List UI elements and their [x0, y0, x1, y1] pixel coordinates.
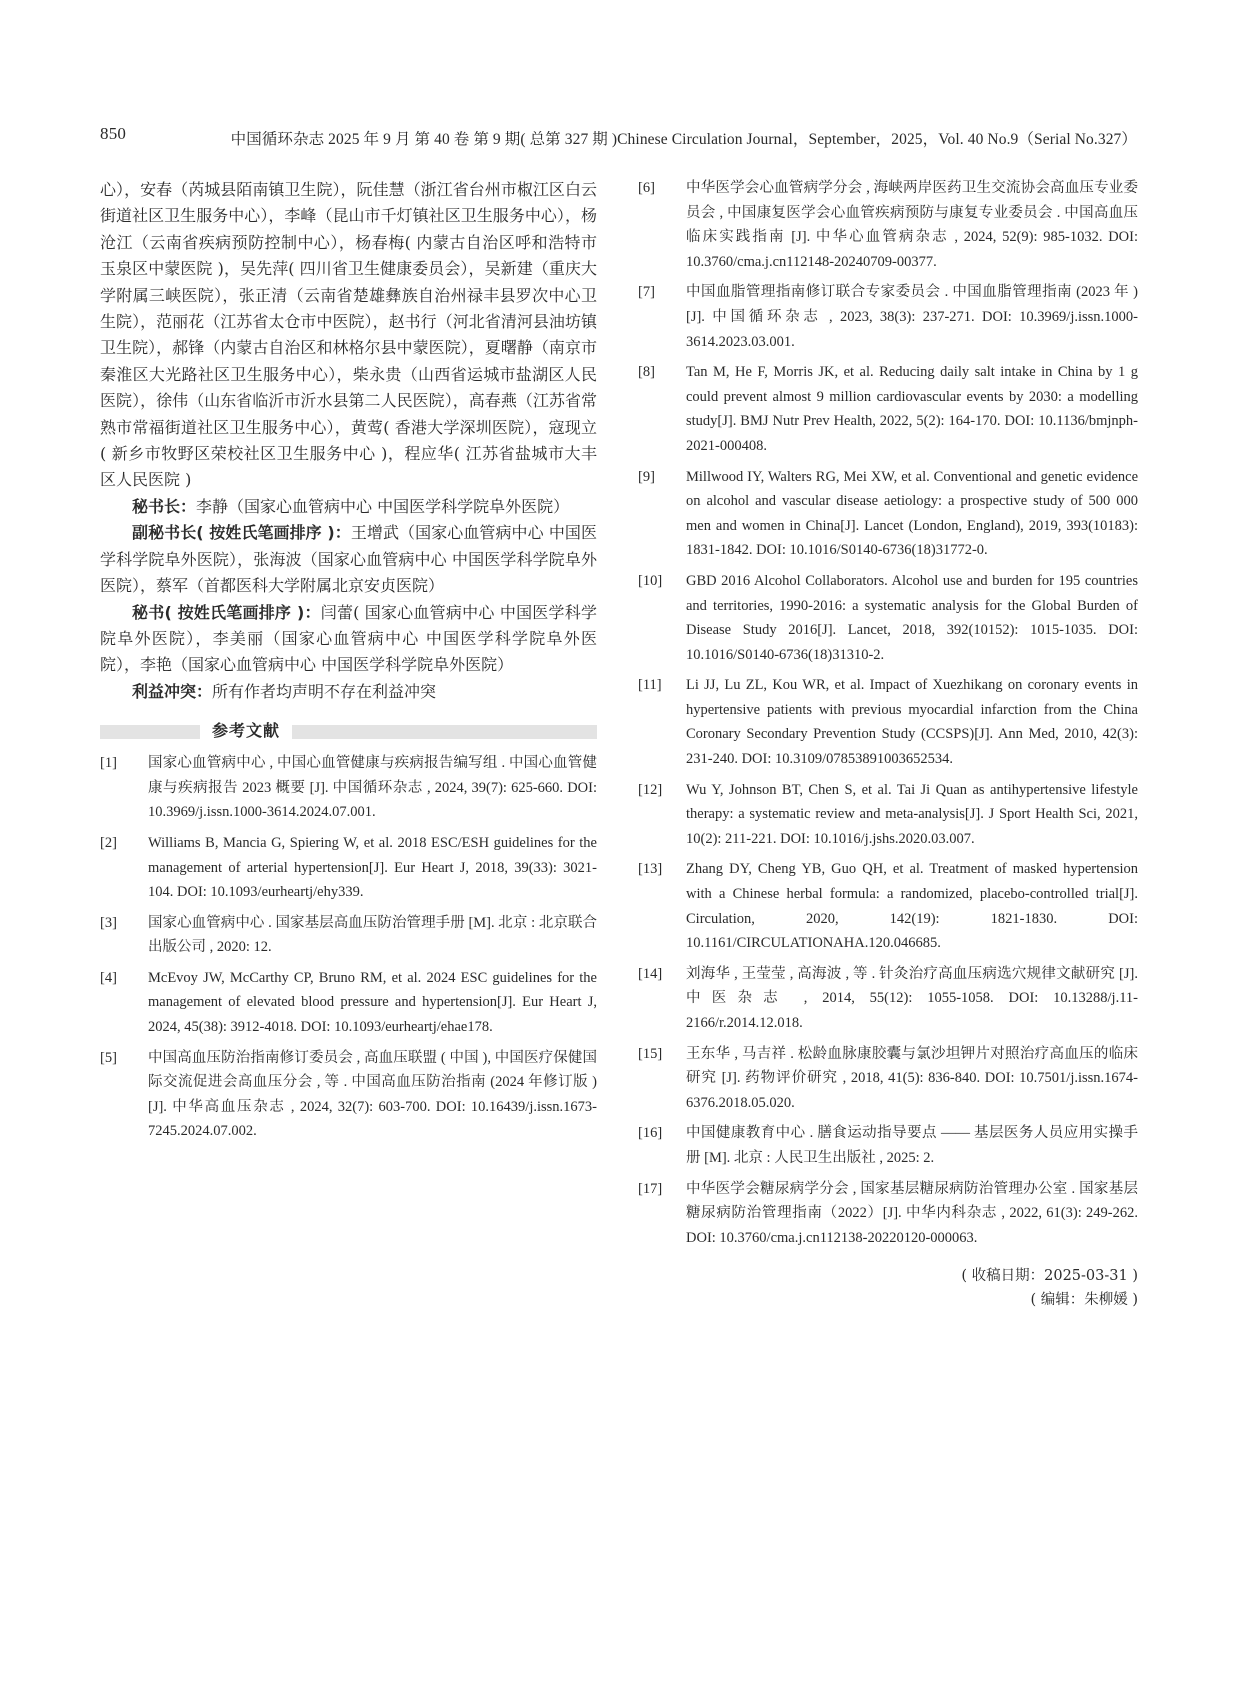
secretaries-text: 闫蕾( 国家心血管病中心 中国医学科学院阜外医院），李美丽（国家心血管病中心 中国医学科学院阜外医院），李艳（国家心血管病中心 中国医学科学院阜外医院） [100, 602, 597, 675]
reference-item [638, 360, 1138, 458]
article-footer [638, 1264, 1138, 1312]
references-list-left [100, 751, 597, 1144]
reference-item [638, 1177, 1138, 1251]
reference-text: Williams B, Mancia G, Spiering W, et al. 2018 ESC/ESH guidelines for the management of arterial hypertension[J]. Eur Heart J, 2018, 39(33): 3021-104. DOI: 10.1093/eurheartj/ehy339. [148, 834, 597, 901]
reference-item [638, 465, 1138, 563]
reference-item [638, 280, 1138, 354]
reference-text: McEvoy JW, McCarthy CP, Bruno RM, et al. 2024 ESC guidelines for the management of elevated blood pressure and hypertension[J]. Eur Heart J, 2024, 45(38): 3912-4018. DOI: 10.1093/eurheartj/ehae178. [148, 969, 597, 1036]
reference-number: [11] [638, 677, 662, 694]
contributors-paragraph: 心），安春（芮城县陌南镇卫生院），阮佳慧（浙江省台州市椒江区白云街道社区卫生服务中心），李峰（昆山市千灯镇社区卫生服务中心），杨沧江（云南省疾病预防控制中心），杨春梅( 内蒙古自治区呼和浩特市玉泉区中蒙医院 )，吴先萍( 四川省卫生健康委员会），吴新建（重庆大学附属三峡医院），张正清（云南省楚雄彝族自治州禄丰县罗次中心卫生院），范丽花（江苏省太仓市中医院），赵书行（河北省清河县油坊镇卫生院），郝锋（内蒙古自治区和林格尔县中蒙医院），夏曙静（南京市秦淮区大光路社区卫生服务中心），柴永贵（山西省运城市盐湖区人民医院），徐伟（山东省临沂市沂水县第二人民医院），高春燕（江苏省常熟市常福街道社区卫生服务中心），黄莺( 香港大学深圳医院），寇现立( 新乡市牧野区荣校社区卫生服务中心 )，程应华( 江苏省盐城市大丰区人民医院 ) [100, 180, 597, 490]
reference-text: 中国高血压防治指南修订委员会 , 高血压联盟 ( 中国 ), 中国医疗保健国际交流促进会高血压分会 , 等 . 中国高血压防治指南 (2024 年修订版 )[J]. 中华高血压杂志 , 2024, 32(7): 603-700. DOI: 10.16439/j.issn.1673-7245.2024.07.002. [148, 1049, 597, 1140]
reference-text: 中国血脂管理指南修订联合专家委员会 . 中国血脂管理指南 (2023 年 )[J]. 中国循环杂志 , 2023, 38(3): 237-271. DOI: 10.3969/j.issn.1000-3614.2023.03.001. [686, 284, 1138, 350]
reference-number: [9] [638, 468, 655, 485]
page-number: 850 [100, 124, 127, 143]
reference-item [100, 966, 597, 1040]
reference-number: [6] [638, 180, 655, 196]
received-date: ( 收稿日期：2025-03-31 ) [961, 1268, 1138, 1285]
reference-number: [16] [638, 1125, 663, 1142]
reference-item [100, 1046, 597, 1144]
reference-item [100, 831, 597, 905]
reference-number: [7] [638, 284, 655, 301]
reference-text: 国家心血管病中心 , 中国心血管健康与疾病报告编写组 . 中国心血管健康与疾病报告 2023 概要 [J]. 中国循环杂志 , 2024, 39(7): 625-660. DOI: 10.3969/j.issn.1000-3614.2024.07.001. [148, 755, 597, 821]
deputy-secretary-general-text: 王增武（国家心血管病中心 中国医学科学院阜外医院），张海波（国家心血管病中心 中国医学科学院阜外医院），蔡军（首都医科大学附属北京安贞医院） [100, 523, 597, 596]
deputy-secretary-general-paragraph [100, 520, 597, 599]
references-header [100, 721, 597, 741]
reference-text: Tan M, He F, Morris JK, et al. Reducing daily salt intake in China by 1 g could prevent almost 9 million cardiovascular events by 2030: a modelling study[J]. BMJ Nutr Prev Health, 2022, 5(2): 164-170. DOI: 10.1136/bmjnph-2021-000408. [686, 364, 1138, 454]
reference-text: Wu Y, Johnson BT, Chen S, et al. Tai Ji Quan as antihypertensive lifestyle therapy: a systematic review and meta-analysis[J]. J Sport Health Sci, 2021, 10(2): 211-221. DOI: 10.1016/j.jshs.2020.03.007. [686, 781, 1138, 847]
conflict-paragraph [100, 679, 597, 705]
secretaries-label: 秘书( 按姓氏笔画排序 )： [132, 602, 321, 622]
reference-text: 国家心血管病中心 . 国家基层高血压防治管理手册 [M]. 北京 : 北京联合出版公司 , 2020: 12. [148, 914, 597, 956]
reference-item [638, 176, 1138, 274]
secretary-general-paragraph [100, 494, 597, 520]
running-header: 中国循环杂志 2025 年 9 月 第 40 卷 第 9 期( 总第 327 期 )Chinese Circulation Journal，September，2025，Vol. 40 No.9（Serial No.327） [230, 131, 1137, 148]
reference-item [638, 569, 1138, 667]
conflict-label: 利益冲突： [132, 681, 213, 701]
reference-number: [8] [638, 364, 655, 381]
left-column [100, 177, 597, 1150]
reference-number: [3] [100, 914, 117, 931]
reference-item [638, 778, 1138, 852]
reference-text: 中华医学会糖尿病学分会 , 国家基层糖尿病防治管理办公室 . 国家基层糖尿病防治管理指南（2022）[J]. 中华内科杂志 , 2022, 61(3): 249-262. DOI: 10.3760/cma.j.cn112138-20220120-000063. [686, 1180, 1138, 1246]
reference-number: [12] [638, 781, 663, 798]
editor-note: ( 编辑：朱柳媛 ) [1030, 1292, 1138, 1309]
reference-item [638, 857, 1138, 955]
reference-item [638, 673, 1138, 771]
reference-number: [15] [638, 1045, 663, 1062]
references-header-bar [100, 725, 597, 739]
reference-text: GBD 2016 Alcohol Collaborators. Alcohol use and burden for 195 countries and territories, 1990-2016: a systematic analysis for the Global Burden of Disease Study 2016[J]. Lancet, 2018, 392(10152): 1015-1035. DOI: 10.1016/S0140-6736(18)31310-2. [686, 572, 1138, 663]
reference-text: 刘海华 , 王莹莹 , 高海波 , 等 . 针灸治疗高血压病选穴规律文献研究 [J]. 中医杂志 , 2014, 55(12): 1055-1058. DOI: 10.13288/j.11-2166/r.2014.12.018. [686, 965, 1138, 1031]
secretaries-paragraph [100, 600, 597, 679]
reference-number: [14] [638, 965, 663, 982]
reference-item [638, 1042, 1138, 1116]
reference-item [100, 911, 597, 960]
reference-number: [2] [100, 834, 117, 851]
reference-number: [1] [100, 755, 117, 772]
deputy-secretary-general-label: 副秘书长( 按姓氏笔画排序 )： [132, 523, 351, 543]
reference-text: 中国健康教育中心 . 膳食运动指导要点 —— 基层医务人员应用实操手册 [M]. 北京 : 人民卫生出版社 , 2025: 2. [686, 1125, 1138, 1166]
reference-number: [13] [638, 861, 663, 878]
reference-item [638, 1121, 1138, 1170]
reference-number: [5] [100, 1049, 117, 1066]
reference-number: [4] [100, 969, 117, 986]
secretary-general-label: 秘书长： [132, 496, 197, 516]
reference-item [638, 962, 1138, 1036]
reference-number: [17] [638, 1180, 663, 1197]
reference-item [100, 751, 597, 825]
references-title: 参考文献 [200, 721, 292, 741]
reference-text: Li JJ, Lu ZL, Kou WR, et al. Impact of Xuezhikang on coronary events in hypertensive patients with previous myocardial infarction from the China Coronary Secondary Prevention Study (CCSPS)[J]. Ann Med, 2010, 42(3): 231-240. DOI: 10.3109/07853891003652534. [686, 677, 1138, 768]
reference-text: Millwood IY, Walters RG, Mei XW, et al. Conventional and genetic evidence on alcohol and vascular disease aetiology: a prospective study of 500 000 men and women in China[J]. Lancet (London, England), 2019, 393(10183): 1831-1842. DOI: 10.1016/S0140-6736(18)31772-0. [686, 468, 1138, 559]
reference-text: 中华医学会心血管病学分会 , 海峡两岸医药卫生交流协会高血压专业委员会 , 中国康复医学会心血管疾病预防与康复专业委员会 . 中国高血压临床实践指南 [J]. 中华心血管病杂志 , 2024, 52(9): 985-1032. DOI: 10.3760/cma.j.cn112148-20240709-00377. [686, 180, 1138, 270]
reference-number: [10] [638, 572, 663, 589]
secretary-general-text: 李静（国家心血管病中心 中国医学科学院阜外医院） [196, 496, 570, 516]
right-column [638, 176, 1138, 1312]
reference-text: Zhang DY, Cheng YB, Guo QH, et al. Treatment of masked hypertension with a Chinese herbal formula: a randomized, placebo-controlled trial[J]. Circulation, 2020, 142(19): 1821-1830. DOI: 10.1161/CIRCULATIONAHA.120.046685. [686, 861, 1138, 952]
conflict-text: 所有作者均声明不存在利益冲突 [212, 681, 437, 701]
reference-text: 王东华 , 马吉祥 . 松龄血脉康胶囊与氯沙坦钾片对照治疗高血压的临床研究 [J]. 药物评价研究 , 2018, 41(5): 836-840. DOI: 10.7501/j.issn.1674-6376.2018.05.020. [686, 1045, 1138, 1111]
references-list-right [638, 176, 1138, 1250]
